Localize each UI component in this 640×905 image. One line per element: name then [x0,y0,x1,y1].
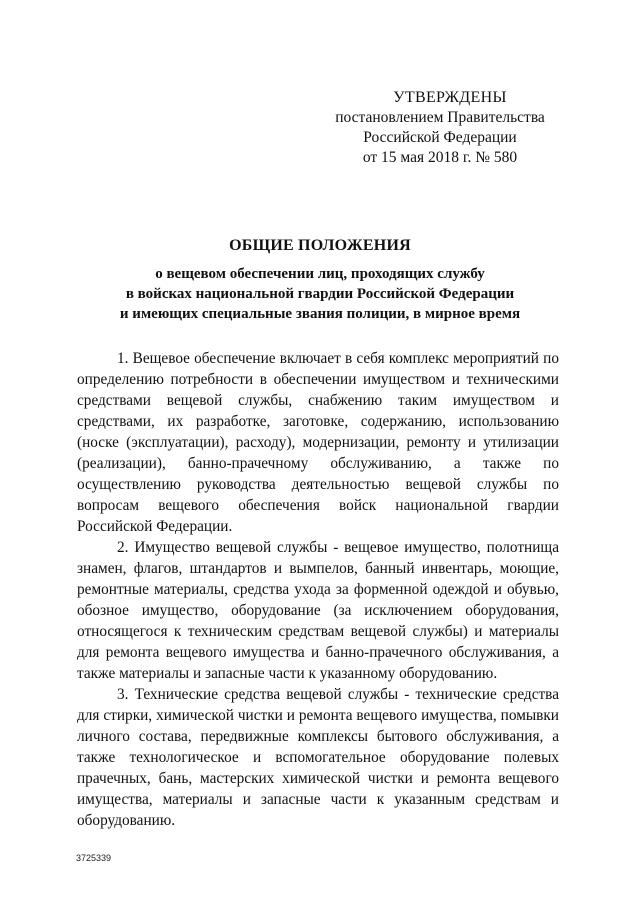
document-title-block [60,236,580,324]
document-subtitle-line-2: в войсках национальной гвардии Российской Федерации [125,286,515,302]
document-body [77,348,559,831]
document-title: ОБЩИЕ ПОЛОЖЕНИЯ [229,237,411,254]
document-subtitle-line-1: о вещевом обеспечении лиц, проходящих службу [155,266,485,282]
approval-line-1: постановлением Правительства [335,109,545,126]
approval-block [330,88,550,168]
paragraph-2: 2. Имущество вещевой службы - вещевое имущество, полотнища знамен, флагов, штандартов и вымпелов, банный инвентарь, моющие, ремонтные материалы, средства ухода за форменной одеждой и обувью, обозное имущество, оборудование (за исключением оборудования, относящегося к техническим средствам вещевой службы) и материалы для ремонта вещевого имущества и банно-прачечного обслуживания, а также материалы и запасные части к указанному оборудованию. [77,539,559,682]
approval-heading: УТВЕРЖДЕНЫ [393,89,507,106]
paragraph-1: 1. Вещевое обеспечение включает в себя комплекс мероприятий по определению потребности в обеспечении имуществом и техническими средствами вещевой службы, снабжению таким имуществом и средствами, их разработке, заготовке, содержанию, использованию (носке (эксплуатации), расходу), модернизации, ремонту и утилизации (реализации), банно-прачечному обслуживанию, а также по осуществлению руководства деятельностью вещевой службы по вопросам вещевого обеспечения войск национальной гвардии Российской Федерации. [77,350,559,535]
document-subtitle-line-3: и имеющих специальные звания полиции, в мирное время [119,306,521,322]
paragraph-3: 3. Технические средства вещевой службы - технические средства для стирки, химической чистки и ремонта вещевого имущества, помывки личного состава, передвижные комплексы бытового обслуживания, а также технологическое и вспомогательное оборудование полевых прачечных, бань, мастерских химической чистки и ремонта вещевого имущества, материалы и запасные части к указанным средствам и оборудованию. [77,686,559,829]
approval-line-3: от 15 мая 2018 г. № 580 [362,149,518,166]
approval-line-2: Российской Федерации [363,129,517,146]
document-number: 3725339 [76,853,112,863]
